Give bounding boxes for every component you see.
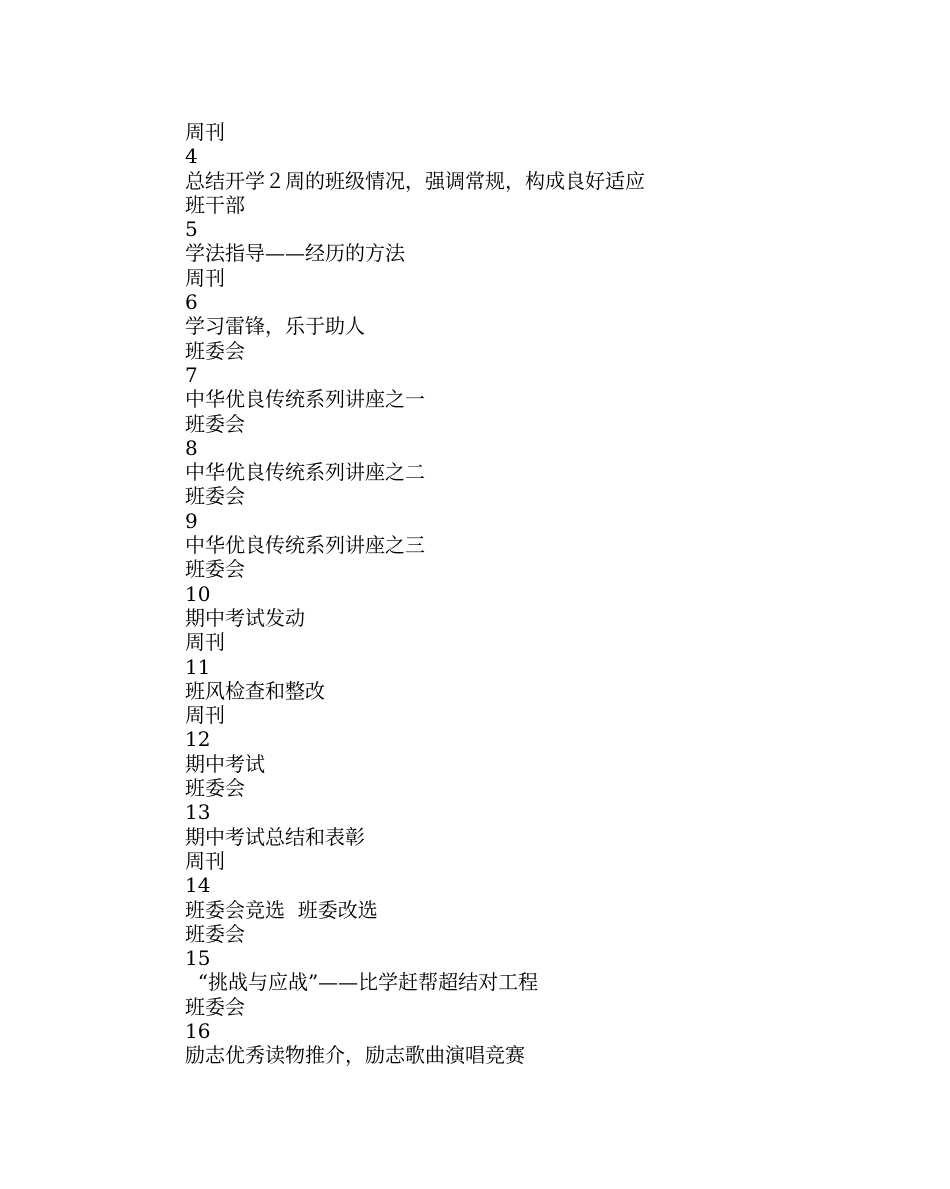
text-line: 周刊 [185,703,225,728]
text-line: 8 [185,435,198,460]
text-line: 周刊 [185,265,225,290]
text-line: 周刊 [185,630,225,655]
text-line: 15 [185,946,211,971]
text-line: 期中考试 [185,751,265,776]
text-line: 6 [185,290,198,315]
text-line: 励志优秀读物推介，励志歌曲演唱竞赛 [185,1043,525,1068]
text-line: 10 [185,581,211,606]
text-line: 学习雷锋，乐于助人 [185,314,365,339]
text-line: 中华优良传统系列讲座之一 [185,387,425,412]
text-line: 学法指导——经历的方法 [185,241,405,266]
text-line: 中华优良传统系列讲座之三 [185,533,425,558]
text-line: 7 [185,362,198,387]
text-line: 班委会 [185,411,245,436]
text-line: 班风检查和整改 [185,678,325,703]
text-line: 12 [185,727,211,752]
text-line: 总结开学２周的班级情况，强调常规，构成良好适应 [185,168,645,193]
text-line: 9 [185,508,198,533]
text-line: 班委会 [185,557,245,582]
text-line: 班委会竞选 班委改选 [185,897,378,922]
text-line: 班委会 [185,994,245,1019]
text-line: 班委会 [185,338,245,363]
text-line: 4 [185,144,198,169]
text-line: 班委会 [185,776,245,801]
text-line: 13 [185,800,211,825]
text-line: 中华优良传统系列讲座之二 [185,460,425,485]
text-line: 期中考试发动 [185,605,305,630]
text-line: 11 [185,654,211,679]
text-line: “挑战与应战”——比学赶帮超结对工程 [185,970,539,995]
text-line: 周刊 [185,120,225,144]
text-line: 班委会 [185,921,245,946]
text-line: 周刊 [185,848,225,873]
text-line: 班委会 [185,484,245,509]
text-line: 16 [185,1018,211,1043]
text-line: 5 [185,217,198,242]
text-line: 班干部 [185,192,245,217]
document-page [185,120,885,1068]
text-line: 14 [185,873,211,898]
text-line: 期中考试总结和表彰 [185,824,365,849]
